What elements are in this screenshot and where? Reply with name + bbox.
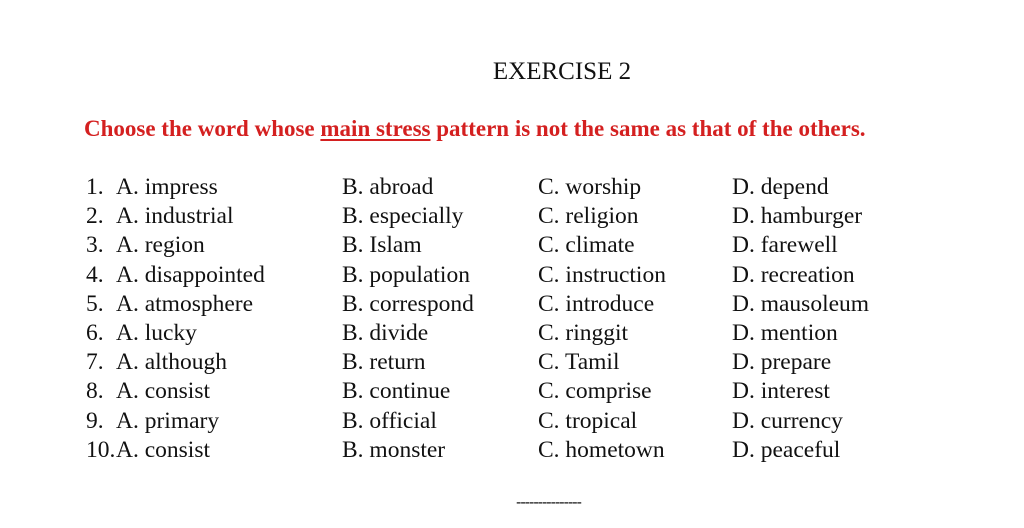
option-d: D. hamburger: [732, 203, 863, 230]
option-c: C. ringgit: [538, 319, 629, 346]
option-b: B. especially: [342, 203, 464, 230]
option-c: C. Tamil: [538, 349, 620, 376]
option-a: A. although: [116, 349, 227, 376]
question-number: 1.: [86, 174, 104, 200]
option-d: D. mention: [732, 319, 838, 346]
question-number: 7.: [86, 349, 104, 376]
question-number: 5.: [86, 290, 104, 317]
option-c: C. religion: [538, 203, 639, 230]
question-row: [86, 436, 966, 465]
option-a: A. consist: [116, 378, 210, 405]
option-b: B. correspond: [342, 290, 474, 317]
option-b: B. return: [342, 349, 426, 376]
option-b: B. population: [342, 261, 470, 288]
option-a: A. lucky: [116, 319, 197, 346]
option-a: A. industrial: [116, 203, 234, 230]
end-divider: ---------------: [516, 494, 581, 511]
option-a: A. primary: [116, 407, 220, 434]
option-c: C. instruction: [538, 261, 666, 288]
question-row: [86, 377, 966, 406]
option-a: A. disappointed: [116, 261, 265, 288]
question-number: 8.: [86, 378, 104, 405]
exercise-title: EXERCISE 2: [492, 58, 632, 85]
option-b: B. monster: [342, 436, 446, 463]
option-d: D. interest: [732, 378, 830, 405]
question-row: [86, 348, 966, 377]
option-a: A. impress: [116, 174, 218, 200]
option-c: C. tropical: [538, 407, 638, 434]
question-list: [86, 173, 966, 465]
question-row: [86, 407, 966, 436]
option-d: D. mausoleum: [732, 290, 870, 317]
question-row: [86, 319, 966, 348]
instruction-underlined: main stress: [320, 116, 431, 141]
instruction-after: pattern is not the same as that of the others.: [430, 116, 866, 141]
option-a: A. consist: [116, 436, 210, 463]
question-number: 6.: [86, 319, 104, 346]
option-c: C. introduce: [538, 290, 655, 317]
option-d: D. currency: [732, 407, 843, 434]
question-row: [86, 290, 966, 319]
question-number: 9.: [86, 407, 104, 434]
option-b: B. continue: [342, 378, 451, 405]
option-a: A. atmosphere: [116, 290, 254, 317]
option-b: B. abroad: [342, 174, 434, 200]
option-c: C. climate: [538, 232, 635, 259]
question-number: 3.: [86, 232, 104, 259]
question-row: [86, 173, 966, 202]
option-b: B. divide: [342, 319, 429, 346]
question-row: [86, 231, 966, 260]
option-c: C. worship: [538, 174, 642, 200]
option-d: D. peaceful: [732, 436, 841, 463]
option-d: D. prepare: [732, 349, 832, 376]
option-b: B. Islam: [342, 232, 422, 259]
option-b: B. official: [342, 407, 437, 434]
question-row: [86, 202, 966, 231]
option-c: C. hometown: [538, 436, 665, 463]
question-number: 2.: [86, 203, 104, 230]
option-c: C. comprise: [538, 378, 652, 405]
question-row: [86, 261, 966, 290]
option-d: D. recreation: [732, 261, 855, 288]
option-d: D. farewell: [732, 232, 838, 259]
instruction-text: [84, 114, 984, 144]
question-number: 10.: [86, 436, 116, 463]
option-a: A. region: [116, 232, 205, 259]
option-d: D. depend: [732, 174, 829, 200]
question-number: 4.: [86, 261, 104, 288]
instruction-before: Choose the word whose: [84, 116, 321, 141]
